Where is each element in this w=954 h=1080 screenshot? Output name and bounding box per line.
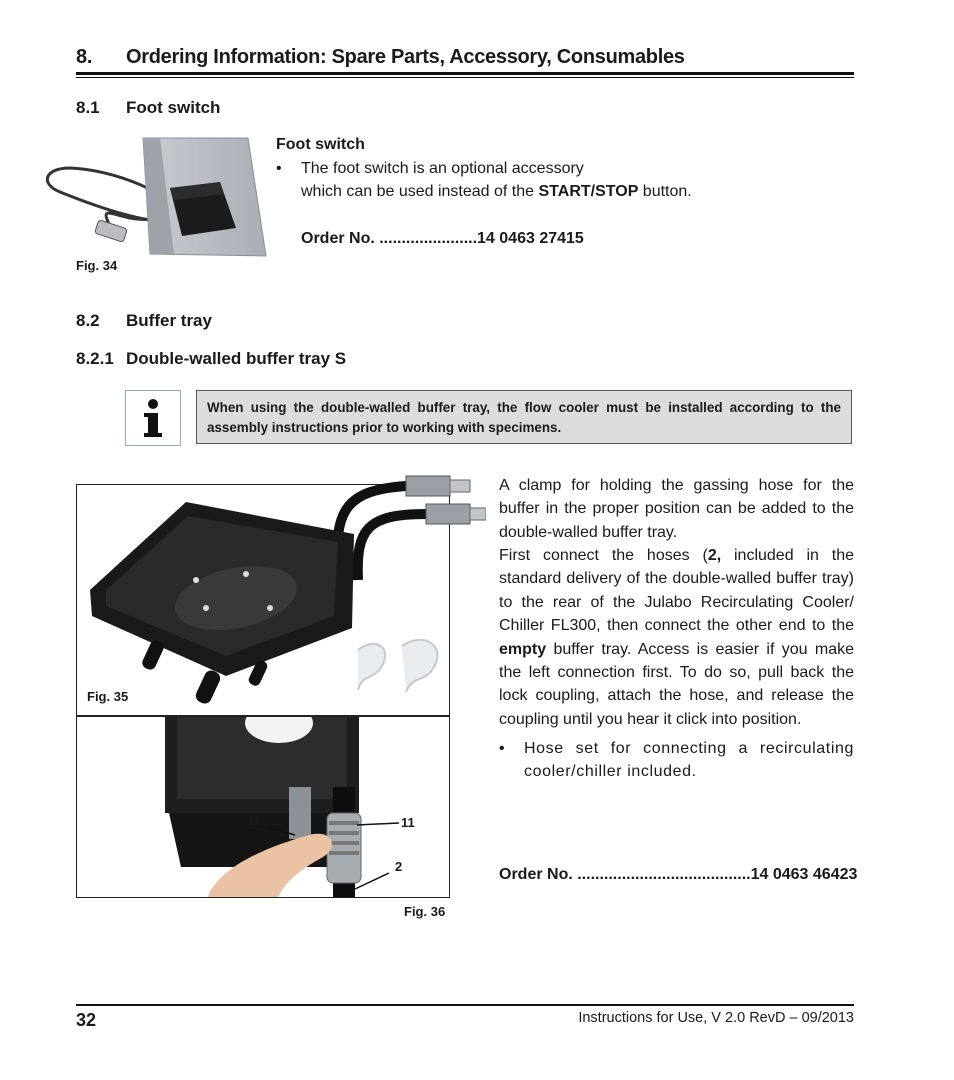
fig-34-label: Fig. 34: [76, 258, 118, 273]
subsection-number: 8.2.1: [76, 349, 114, 368]
empty-emphasis: empty: [499, 640, 547, 658]
order-label: Order No. ......................: [301, 230, 478, 247]
fig-36-frame: [76, 716, 450, 898]
subsection-heading-buffer-tray: [76, 311, 212, 331]
callout-11-right: 11: [401, 815, 415, 830]
connect-paragraph: [499, 544, 854, 731]
subsection-title: Buffer tray: [126, 311, 212, 330]
foot-switch-bullet-line1: The foot switch is an optional accessory: [301, 160, 584, 177]
order-number: 14 0463 46423: [750, 866, 858, 883]
bullet-dot: •: [499, 740, 505, 757]
buffer-tray-order: [499, 863, 857, 886]
bullet-text-end: button.: [638, 183, 692, 201]
hose-set-bullet: [499, 737, 854, 784]
bullet-dot: •: [276, 160, 282, 177]
order-number: 14 0463 27415: [477, 230, 584, 247]
clamp-paragraph: A clamp for holding the gassing hose for the buffer in the proper position can be added to the double-walled buffer tray.: [499, 477, 854, 541]
section-number: 8.: [76, 46, 93, 68]
para-text-end: buffer tray. Access is easier if you make the left connection first. To do so, pull back the lock coupling, attach the hose, and release the coupling until you hear it click into position.: [499, 640, 854, 728]
foot-switch-heading: Foot switch: [276, 136, 365, 153]
section-heading: [76, 46, 685, 69]
bullet-text: which can be used instead of the: [301, 183, 539, 201]
subsection-number: 8.1: [76, 98, 100, 117]
subsection-title: Double-walled buffer tray S: [126, 349, 347, 368]
para-text-mid: included in the standard delivery of the double-walled buffer tray) to the rear of the Julabo Recirculating Cooler/ Chiller FL300, then connect the other end to the: [499, 547, 855, 635]
start-stop-label: START/STOP: [538, 183, 639, 201]
callout-11-left: 11: [247, 813, 261, 828]
foot-switch-bullet: [276, 157, 736, 204]
info-icon: [125, 390, 181, 446]
section-title: Ordering Information: Spare Parts, Accessory, Consumables: [126, 46, 685, 68]
heading-rule: [76, 72, 854, 75]
hose-set-text: Hose set for connecting a recirculating cooler/chiller included.: [524, 740, 854, 781]
fig-35-label: Fig. 35: [87, 689, 129, 704]
footer-rule: [76, 1004, 854, 1006]
para-text: First connect the hoses (: [499, 547, 708, 564]
subsection-title: Foot switch: [126, 98, 221, 117]
callout-2-hose: 2: [395, 859, 403, 874]
subsection-number: 8.2: [76, 311, 100, 330]
page-number: 32: [76, 1010, 97, 1030]
foot-switch-bullet-line2: [301, 180, 736, 203]
hose-reference: 2,: [707, 547, 722, 564]
subsection-heading-double-walled: [76, 349, 346, 369]
document-version: Instructions for Use, V 2.0 RevD – 09/2013: [578, 1010, 854, 1026]
buffer-tray-image: [76, 470, 486, 716]
order-label: Order No. .......................................: [499, 866, 751, 883]
fig-36-label: Fig. 36: [404, 904, 446, 919]
note-box: When using the double-walled buffer tray, the flow cooler must be installed according to the assembly instructions prior to working with specimens.: [196, 390, 852, 444]
foot-switch-order: [301, 227, 584, 250]
subsection-heading-foot-switch: [76, 98, 220, 118]
heading-rule-thin: [76, 77, 854, 78]
foot-switch-image: [40, 136, 272, 260]
